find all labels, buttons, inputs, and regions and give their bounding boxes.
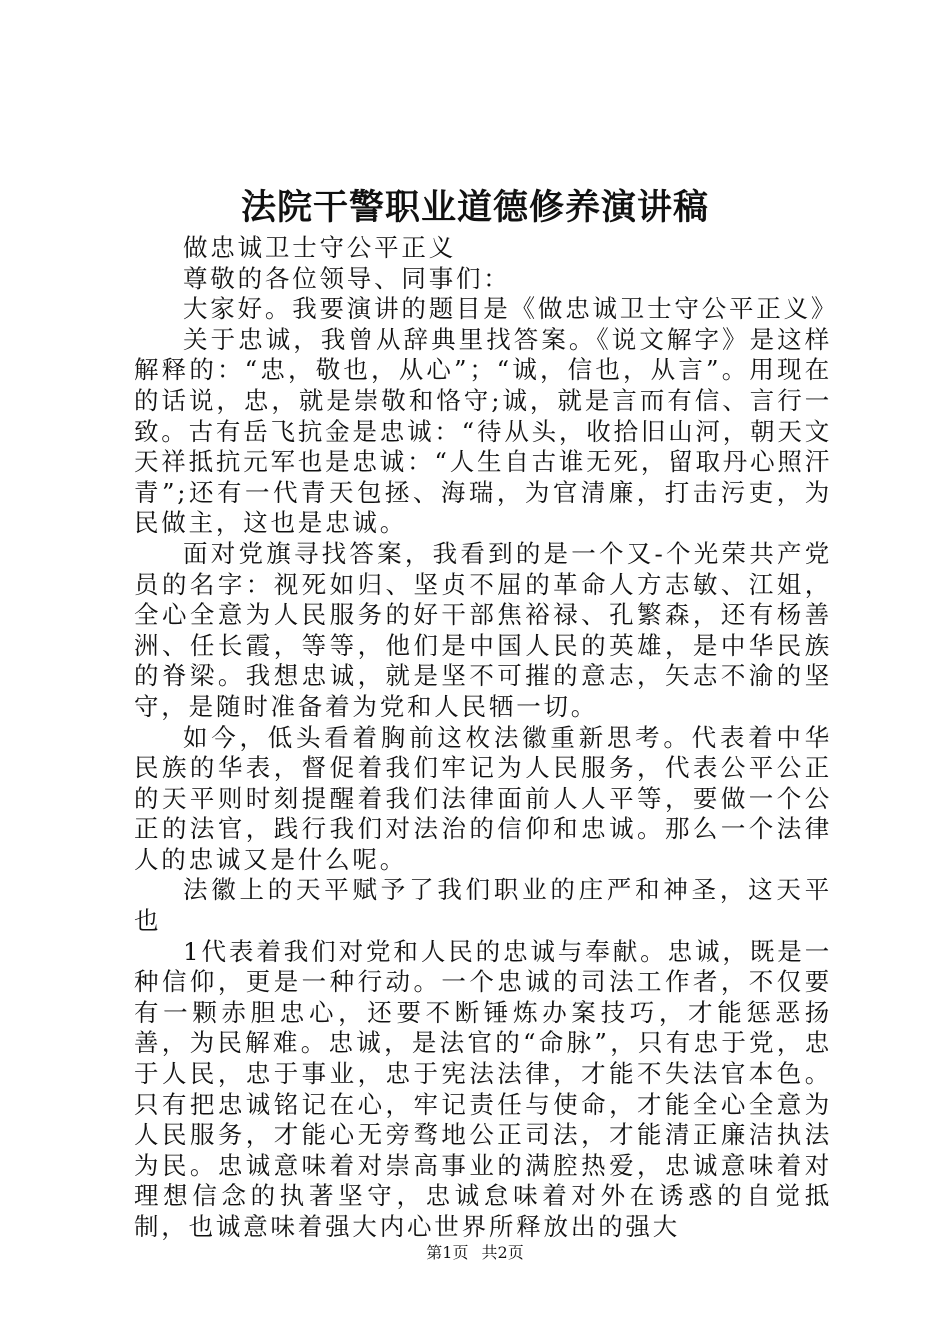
body-paragraph-subtitle: 做忠诚卫士守公平正义 <box>183 233 456 262</box>
document-body <box>134 233 839 1243</box>
page-number: 第1页 <box>426 1243 469 1262</box>
page-total: 共2页 <box>481 1243 524 1262</box>
body-paragraph: 如今，低头看着胸前这枚法徽重新思考。代表着中华民族的华表，督促着我们牢记为人民服务，代表公平公正的天平则时刻提醒着我们法律面前人人平等，要做一个公正的法官，践行我们对法治的信仰和忠诚。那么一个法律人的忠诚又是什么呢。 <box>134 722 832 874</box>
body-paragraph: 面对党旗寻找答案，我看到的是一个又-个光荣共产党员的名字：视死如归、坚贞不屈的革命人方志敏、江姐，全心全意为人民服务的好干部焦裕禄、孔繁森，还有杨善洲、任长霞，等等，他们是中国人民的英雄，是中华民族的脊梁。我想忠诚，就是坚不可摧的意志，矢志不渝的坚守，是随时准备着为党和人民牺一切。 <box>134 538 832 721</box>
document-title: 法院干警职业道德修养演讲稿 <box>240 187 709 228</box>
body-paragraph: 关于忠诚，我曾从辞典里找答案。《说文解字》是这样解释的：“忠，敬也，从心”；“诚，信也，从言”。用现在的话说，忠，就是崇敬和恪守;诚，就是言而有信、言行一致。古有岳飞抗金是忠诚：“待从头，收拾旧山河，朝天文天祥抵抗元军也是忠诚：“人生自古谁无死，留取丹心照汗青”;还有一代青天包拯、海瑞，为官清廉，打击污吏，为民做主，这也是忠诚。 <box>134 324 832 538</box>
body-paragraph: 1代表着我们对党和人民的忠诚与奉献。忠诚，既是一种信仰，更是一种行动。一个忠诚的司法工作者，不仅要有一颗赤胆忠心，还要不断锤炼办案技巧，才能惩恶扬善，为民解难。忠诚，是法官的“命脉”，只有忠于党，忠于人民，忠于事业，忠于宪法法律，才能不失法官本色。只有把忠诚铭记在心，牢记责任与使命，才能全心全意为人民服务，才能心无旁骛地公正司法，才能清正廉洁执法为民。忠诚意味着对崇高事业的满腔热爱，忠诚意味着对理想信念的执著坚守，忠诚怠味着对外在诱惑的自觉抵制，也诚意味着强大内心世界所释放出的强大 <box>134 936 832 1241</box>
page-footer <box>0 1242 950 1264</box>
body-paragraph: 法徽上的天平赋予了我们职业的庄严和神圣，这天平也 <box>134 875 832 936</box>
body-paragraph-greeting: 大家好。我要演讲的题目是《做忠诚卫士守公平正义》 <box>183 294 839 324</box>
body-paragraph-salutation: 尊敬的各位领导、同事们： <box>183 263 511 293</box>
